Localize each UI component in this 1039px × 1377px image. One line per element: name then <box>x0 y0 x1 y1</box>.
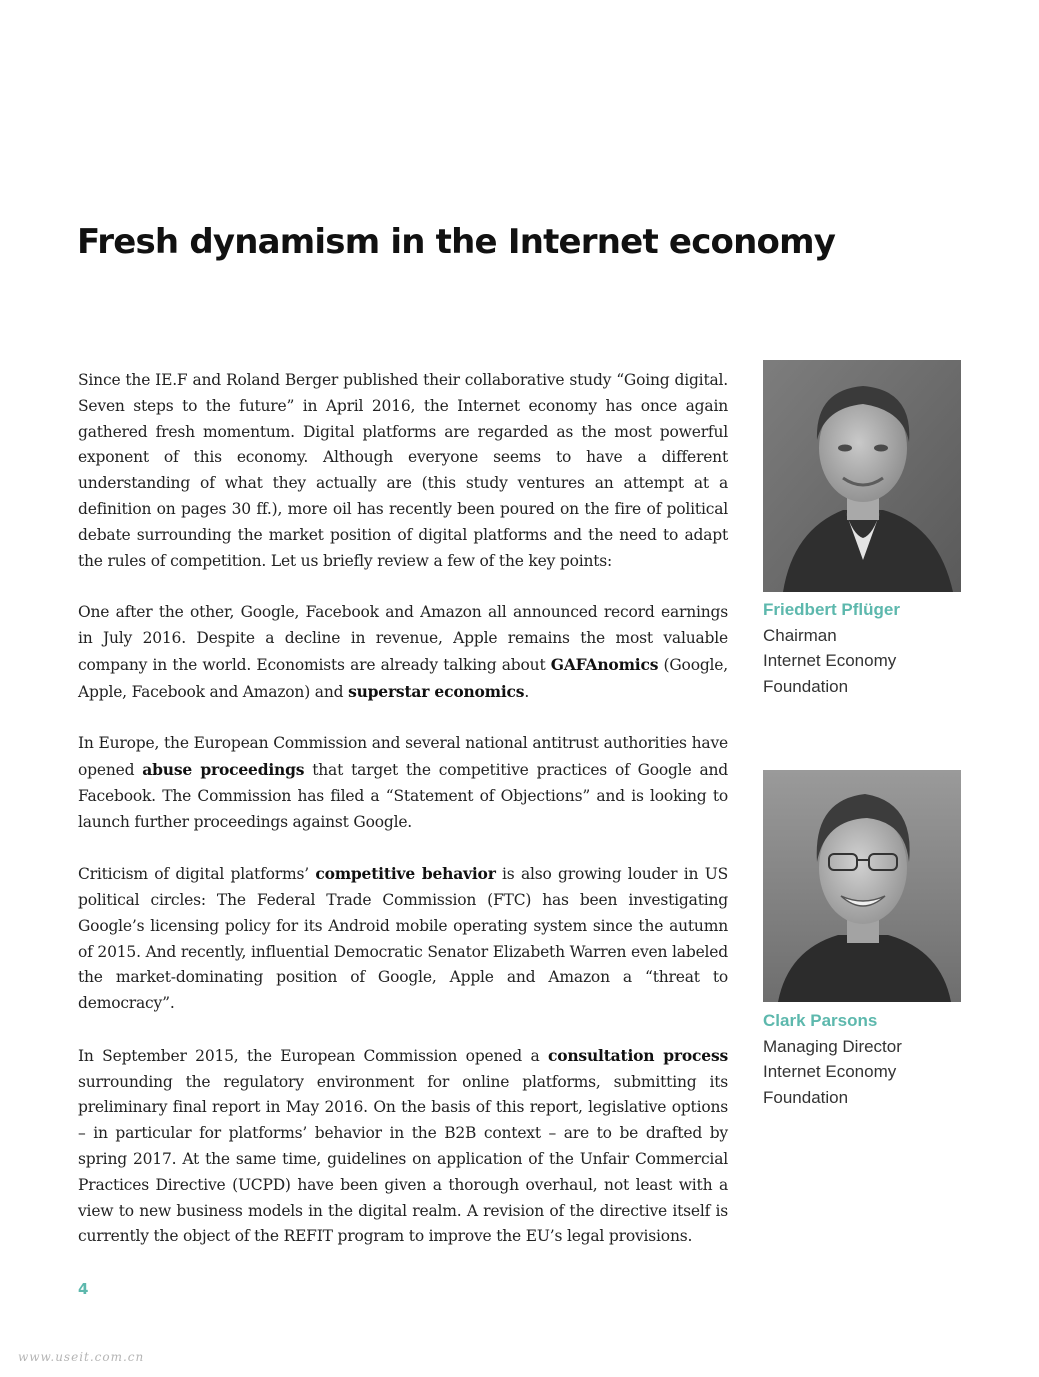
paragraph <box>78 861 728 1017</box>
person-organization: Internet Economy <box>763 1062 897 1081</box>
paragraph <box>78 600 728 705</box>
watermark: www.useit.com.cn <box>18 1350 145 1364</box>
person-card-friedbert-pflueger <box>763 597 993 699</box>
text-run: surrounding the regulatory environment for online platforms, submitting its preliminary final report in May 2016. On the basis of this report, legislative options – in particular for platforms’ behavior in the B2B context – are to be drafted by spring 2017. At the same time, guidelines on application of the Unfair Commercial Practices Directive (UCPD) have been given a thorough overhaul, not least with a view to new business models in the digital realm. A revision of the directive itself is currently the object of the REFIT program to improve the EU’s legal provisions. <box>78 1072 728 1246</box>
emphasized-term: abuse proceedings <box>142 759 305 779</box>
text-run: . <box>524 682 530 701</box>
person-card-clark-parsons <box>763 1008 993 1110</box>
paragraph <box>78 731 728 835</box>
page-number: 4 <box>78 1280 89 1298</box>
emphasized-term: GAFAnomics <box>550 654 659 674</box>
person-role: Managing Director <box>763 1036 902 1056</box>
text-run: is also growing louder in US political circles: The Federal Trade Commission (FTC) has been investigating Google’s licensing policy for its Android mobile operating system since the autumn of 2015. And recently, influential Democratic Senator Elizabeth Warren even labeled the market-dominating position of Google, Apple and Amazon a “threat to democracy”. <box>78 865 728 1013</box>
portrait-photo-friedbert-pflueger <box>763 360 961 592</box>
paragraph <box>78 1043 728 1250</box>
person-name: Friedbert Pflüger <box>763 600 900 619</box>
person-role: Chairman <box>763 625 837 645</box>
text-run: One after the other, Google, Facebook and Amazon all announced record earnings in July 2016. Despite a decline in revenue, Apple remains the most valuable company in the world. Economists are already talking about <box>78 603 728 674</box>
text-run: In September 2015, the European Commission opened a <box>78 1046 548 1065</box>
person-organization: Foundation <box>763 676 849 696</box>
text-run: In Europe, the European Commission and several national antitrust authorities have opened <box>78 734 728 779</box>
emphasized-term: competitive behavior <box>315 864 496 884</box>
person-organization: Foundation <box>763 1087 849 1107</box>
article-body <box>78 368 728 1276</box>
person-name: Clark Parsons <box>763 1011 878 1030</box>
text-run: that target the competitive practices of Google and Facebook. The Commission has filed a “Statement of Objections” and is looking to launch further proceedings against Google. <box>78 760 728 831</box>
paragraph <box>78 368 728 574</box>
emphasized-term: superstar economics <box>348 681 525 701</box>
page-title: Fresh dynamism in the Internet economy <box>77 222 836 262</box>
text-run: Since the IE.F and Roland Berger published their collaborative study “Going digital. Seven steps to the future” in April 2016, the Internet economy has once again gathered fresh momentum. Digital platforms are regarded as the most powerful exponent of this economy. Although everyone seems to have a different understanding of what they actually are (this study ventures an attempt at a definition on pages 30 ff.), more oil has recently been poured on the fire of political debate surrounding the market position of digital platforms and the need to adapt the rules of competition. Let us briefly review a few of the key points: <box>78 371 728 570</box>
person-organization: Internet Economy <box>763 651 897 670</box>
emphasized-term: consultation process <box>547 1045 728 1065</box>
portrait-photo-clark-parsons <box>763 770 961 1002</box>
text-run: Criticism of digital platforms’ <box>78 865 316 884</box>
text-run: (Google, Apple, Facebook and Amazon) and <box>78 655 729 701</box>
